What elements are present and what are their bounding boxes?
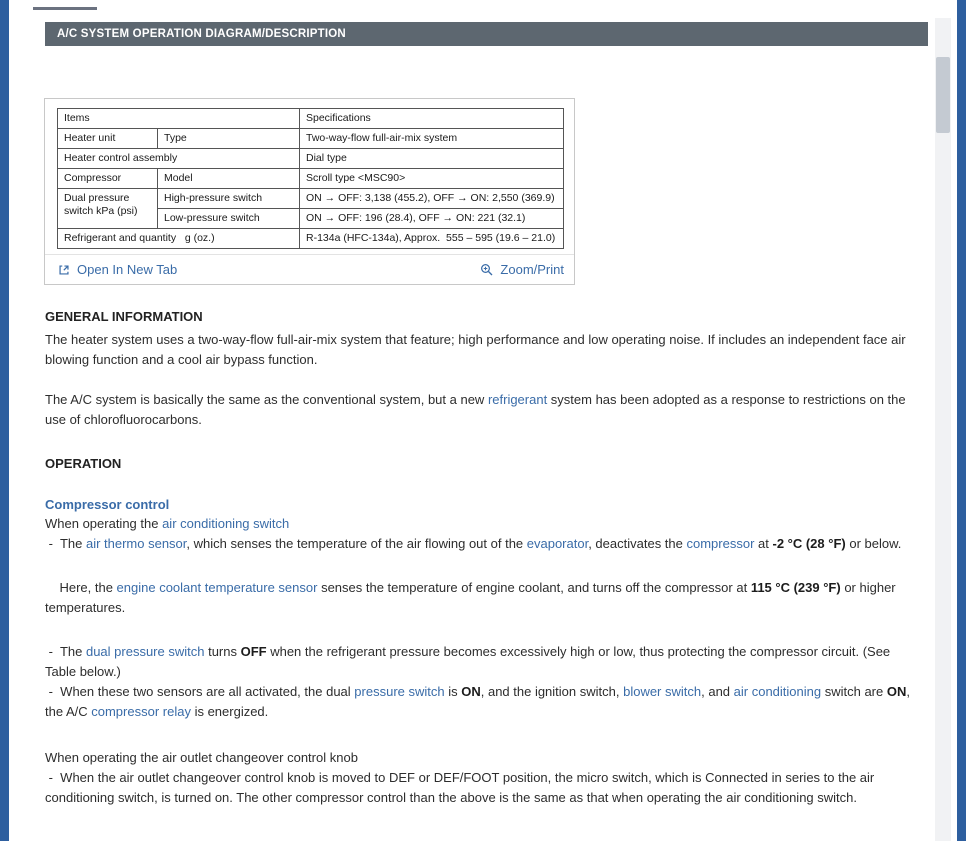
text-run: or below.: [845, 536, 902, 551]
zoom-print-link[interactable]: [480, 262, 564, 277]
zoom-icon: [480, 263, 494, 277]
text-block: [45, 330, 920, 370]
open-in-new-tab-label: Open In New Tab: [77, 262, 178, 277]
table-row: [58, 229, 564, 249]
spec-table: [57, 108, 564, 249]
inline-link[interactable]: compressor relay: [91, 704, 191, 719]
vertical-scrollbar[interactable]: [935, 18, 951, 841]
table-header-cell: Specifications: [300, 109, 564, 129]
text-run: The heater system uses a two-way-flow full-air-mix system that feature; high performance and low operating noise. If includes an independent face air blowing function and a cool air bypass function.: [45, 332, 910, 367]
open-in-new-icon: [57, 263, 71, 277]
text-run: , which senses the temperature of the air flowing out of the: [186, 536, 527, 551]
inline-link[interactable]: air conditioning switch: [162, 516, 290, 531]
table-row: [58, 109, 564, 129]
table-cell: Heater unit: [58, 129, 158, 149]
inline-link[interactable]: compressor: [686, 536, 755, 551]
emphasis-text: ON: [886, 684, 907, 699]
emphasis-text: 115 °C (239 °F): [750, 580, 841, 595]
text-run: or higher temperatures.: [45, 580, 900, 615]
emphasis-text: OFF: [240, 644, 267, 659]
text-run: Here, the: [45, 580, 117, 595]
text-run: is energized.: [190, 704, 269, 719]
paragraph: [45, 390, 920, 430]
paragraph: [45, 330, 920, 370]
text-block: [45, 578, 920, 618]
text-run: - When the air outlet changeover control knob is moved to DEF or DEF/FOOT position, the micro switch, which is Connected in series to the air conditioning switch, is turned on. The other compressor control than the above is the same as that when operating the air conditioning switch.: [45, 770, 878, 805]
section-heading-general-information: GENERAL INFORMATION: [45, 309, 203, 324]
text-run: - The: [45, 536, 86, 551]
document-page: [9, 0, 935, 841]
inline-link[interactable]: air thermo sensor: [85, 536, 187, 551]
paragraph: [45, 682, 920, 722]
text-block: [45, 748, 920, 808]
inline-link[interactable]: pressure switch: [354, 684, 445, 699]
text-run: , the A/C: [45, 684, 914, 719]
zoom-print-label: Zoom/Print: [500, 262, 564, 277]
page-title: A/C SYSTEM OPERATION DIAGRAM/DESCRIPTION: [45, 22, 928, 46]
table-cell: Model: [158, 169, 300, 189]
inline-link[interactable]: refrigerant: [487, 392, 548, 407]
text-run: When operating the air outlet changeover control knob: [45, 750, 358, 765]
text-run: , deactivates the: [588, 536, 687, 551]
table-cell: Refrigerant and quantity g (oz.): [58, 229, 300, 249]
spec-table-figure: [44, 98, 575, 285]
text-block: [45, 642, 920, 722]
text-run: , and the ignition switch,: [480, 684, 624, 699]
subsection-heading-compressor-control: Compressor control: [45, 497, 170, 512]
text-run: - When these two sensors are all activated, the dual: [45, 684, 355, 699]
table-header-cell: Items: [58, 109, 300, 129]
table-cell: Type: [158, 129, 300, 149]
text-run: when the refrigerant pressure becomes excessively high or low, thus protecting the compressor circuit. (See Table below.): [45, 644, 894, 679]
table-cell: Low-pressure switch: [158, 209, 300, 229]
table-row: [58, 189, 564, 209]
inline-link[interactable]: blower switch: [623, 684, 702, 699]
paragraph: [45, 748, 920, 768]
inline-link[interactable]: dual pressure switch: [85, 644, 205, 659]
table-row: [58, 169, 564, 189]
table-cell: Dual pressure switch kPa (psi): [58, 189, 158, 229]
text-run: system has been adopted as a response to restrictions on the use of chlorofluorocarbons.: [45, 392, 910, 427]
top-divider-dash: [33, 7, 97, 10]
table-cell: R-134a (HFC-134a), Approx. 555 – 595 (19.6 – 21.0): [300, 229, 564, 249]
table-cell: Compressor: [58, 169, 158, 189]
text-run: When operating the: [45, 516, 163, 531]
table-cell: Two-way-flow full-air-mix system: [300, 129, 564, 149]
emphasis-text: -2 °C (28 °F): [772, 536, 846, 551]
paragraph: [45, 514, 920, 534]
paragraph: [45, 768, 920, 808]
inline-link[interactable]: engine coolant temperature sensor: [116, 580, 318, 595]
figure-toolbar: [45, 254, 574, 284]
text-run: switch are: [821, 684, 887, 699]
paragraph: [45, 642, 920, 682]
table-cell: ON → OFF: 3,138 (455.2), OFF → ON: 2,550 (369.9): [300, 189, 564, 209]
text-run: - The: [45, 644, 86, 659]
table-cell: ON → OFF: 196 (28.4), OFF → ON: 221 (32.1): [300, 209, 564, 229]
table-row: [58, 129, 564, 149]
table-row: [58, 149, 564, 169]
text-run: turns: [204, 644, 241, 659]
text-run: , and: [701, 684, 734, 699]
text-run: senses the temperature of engine coolant, and turns off the compressor at: [317, 580, 751, 595]
right-frame-edge: [957, 0, 966, 841]
text-run: at: [754, 536, 773, 551]
emphasis-text: ON: [461, 684, 481, 699]
text-run: is: [444, 684, 462, 699]
table-cell: Heater control assembly: [58, 149, 300, 169]
scrollbar-thumb[interactable]: [936, 57, 950, 133]
paragraph: [45, 534, 920, 554]
text-run: The A/C system is basically the same as the conventional system, but a new: [45, 392, 488, 407]
table-cell: High-pressure switch: [158, 189, 300, 209]
inline-link[interactable]: evaporator: [526, 536, 589, 551]
open-in-new-tab-link[interactable]: [57, 262, 177, 277]
section-heading-operation: OPERATION: [45, 456, 122, 471]
table-cell: Scroll type <MSC90>: [300, 169, 564, 189]
paragraph: [45, 578, 920, 618]
text-block: [45, 390, 920, 430]
inline-link[interactable]: air conditioning: [733, 684, 822, 699]
table-cell: Dial type: [300, 149, 564, 169]
left-frame-edge: [0, 0, 9, 841]
text-block: [45, 514, 920, 554]
